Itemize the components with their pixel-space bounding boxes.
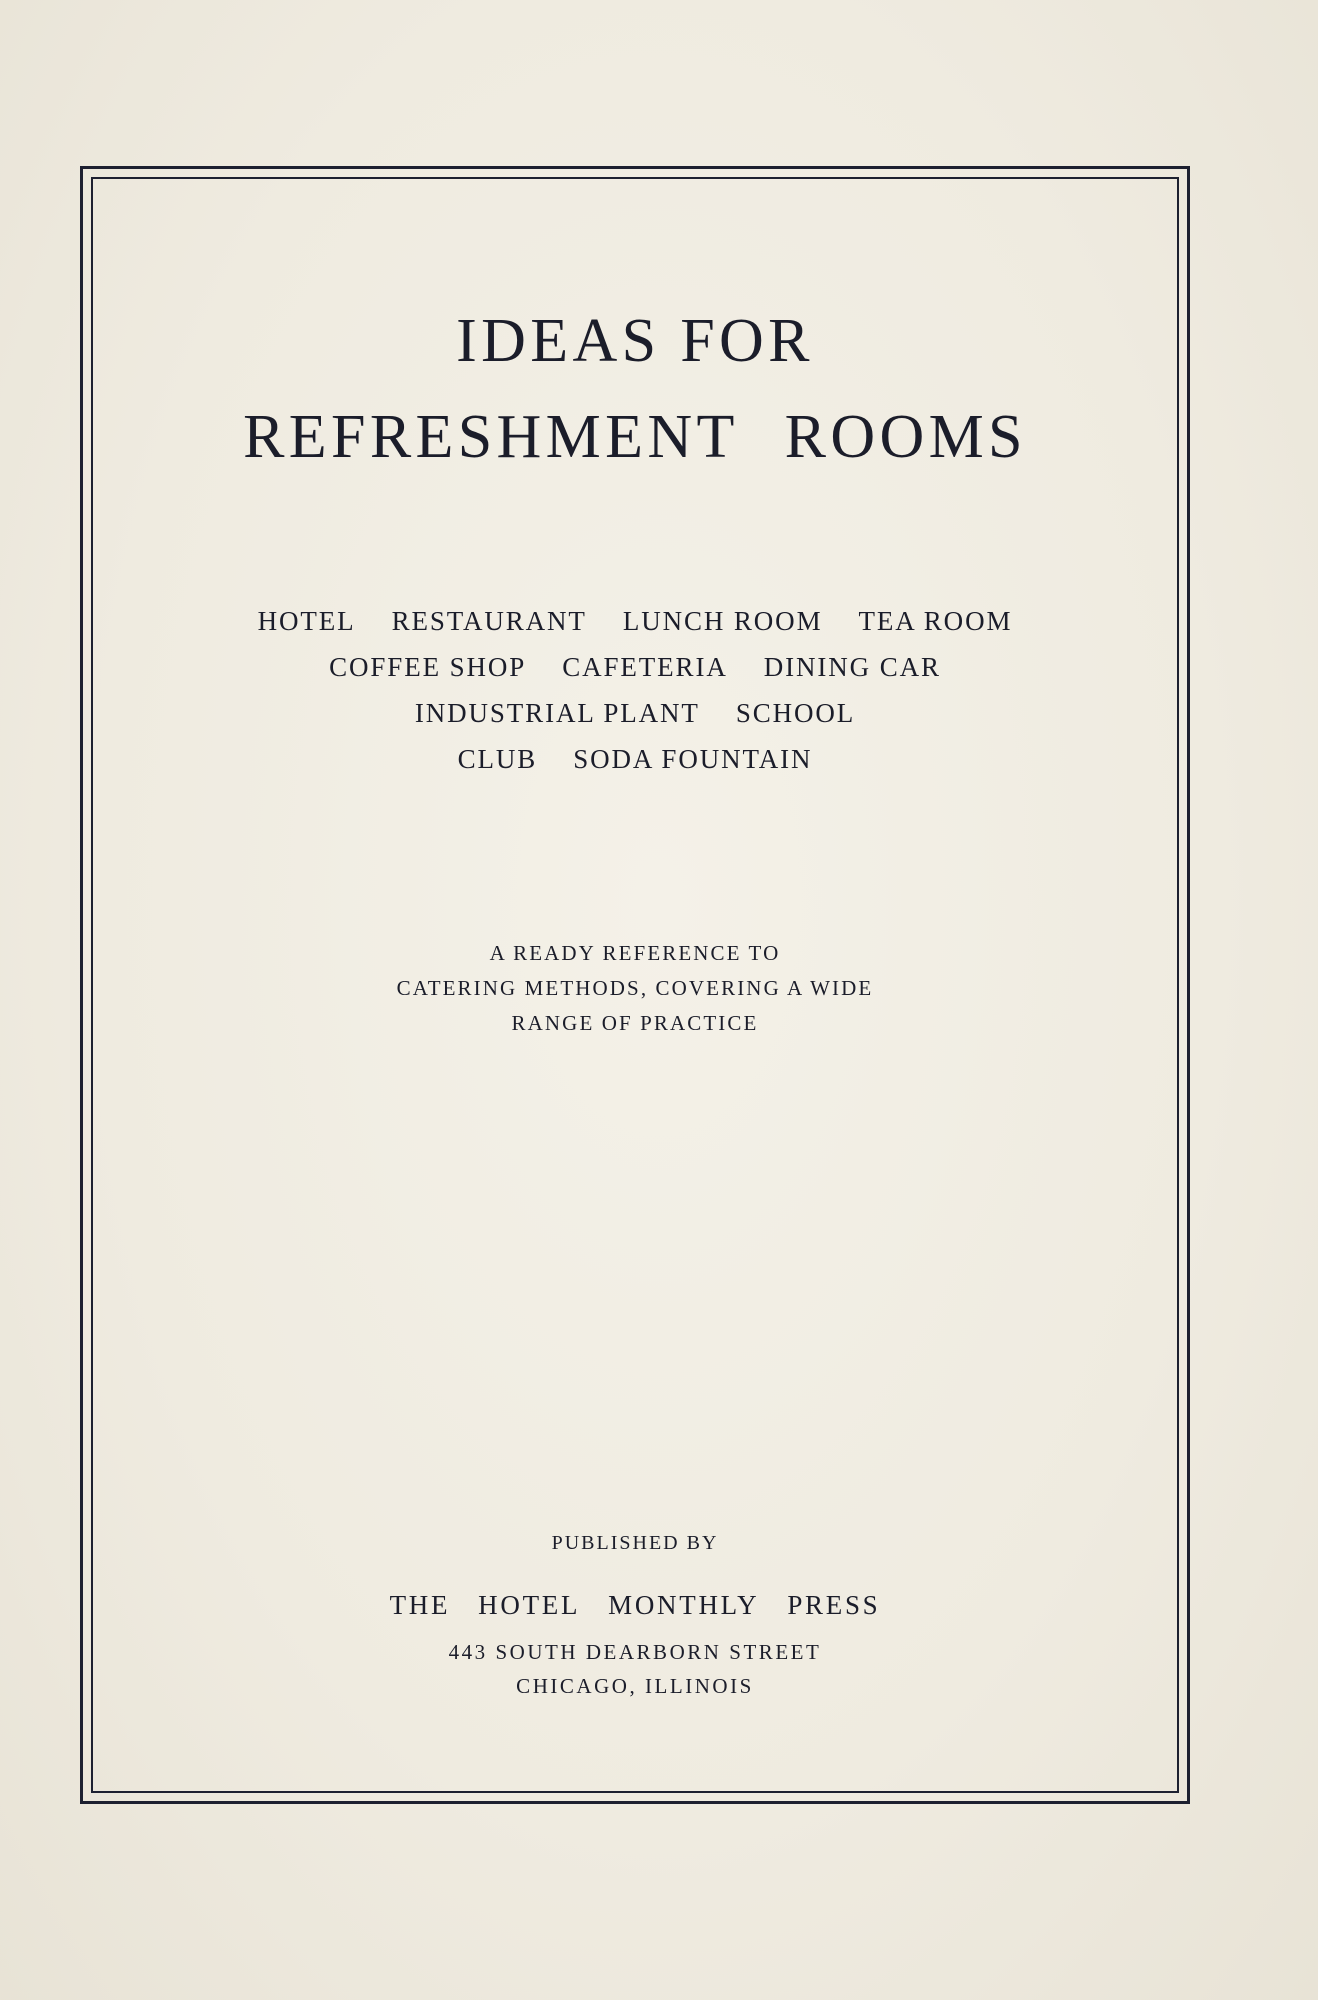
book-title-line-2 (90, 402, 1180, 473)
subtitle-line-1: A READY REFERENCE TO (489, 941, 781, 965)
venue-item: HOTEL (257, 606, 356, 636)
venue-item: SODA FOUNTAIN (573, 744, 813, 774)
publisher-name-word: HOTEL (478, 1590, 581, 1620)
publisher-name (90, 1590, 1180, 1621)
venue-list-row-1 (90, 606, 1180, 637)
venue-item: INDUSTRIAL PLANT (414, 698, 700, 728)
published-by-label: PUBLISHED BY (551, 1532, 719, 1554)
subtitle-line-3: RANGE OF PRACTICE (511, 1011, 759, 1035)
venue-list-row-3 (90, 698, 1180, 729)
book-title-line-1: IDEAS FOR (456, 307, 814, 375)
venue-list-row-4 (90, 744, 1180, 775)
publisher-city: CHICAGO, ILLINOIS (516, 1674, 754, 1698)
venue-item: TEA ROOM (858, 606, 1013, 636)
venue-item: SCHOOL (735, 698, 856, 728)
venue-list-row-2 (90, 652, 1180, 683)
publisher-name-word: THE (389, 1590, 451, 1620)
venue-item: LUNCH ROOM (622, 606, 823, 636)
venue-item: RESTAURANT (391, 606, 587, 636)
book-title-word-refreshment: REFRESHMENT (243, 403, 739, 471)
venue-item: COFFEE SHOP (329, 652, 527, 682)
venue-item: CLUB (457, 744, 538, 774)
title-page-content (90, 176, 1180, 1794)
subtitle-line-2: CATERING METHODS, COVERING A WIDE (396, 976, 874, 1000)
book-title-word-rooms: ROOMS (784, 403, 1027, 471)
publisher-street-address: 443 SOUTH DEARBORN STREET (448, 1640, 822, 1664)
publisher-name-word: MONTHLY (608, 1590, 760, 1620)
publisher-name-word: PRESS (787, 1590, 881, 1620)
venue-item: DINING CAR (763, 652, 941, 682)
venue-item: CAFETERIA (562, 652, 728, 682)
